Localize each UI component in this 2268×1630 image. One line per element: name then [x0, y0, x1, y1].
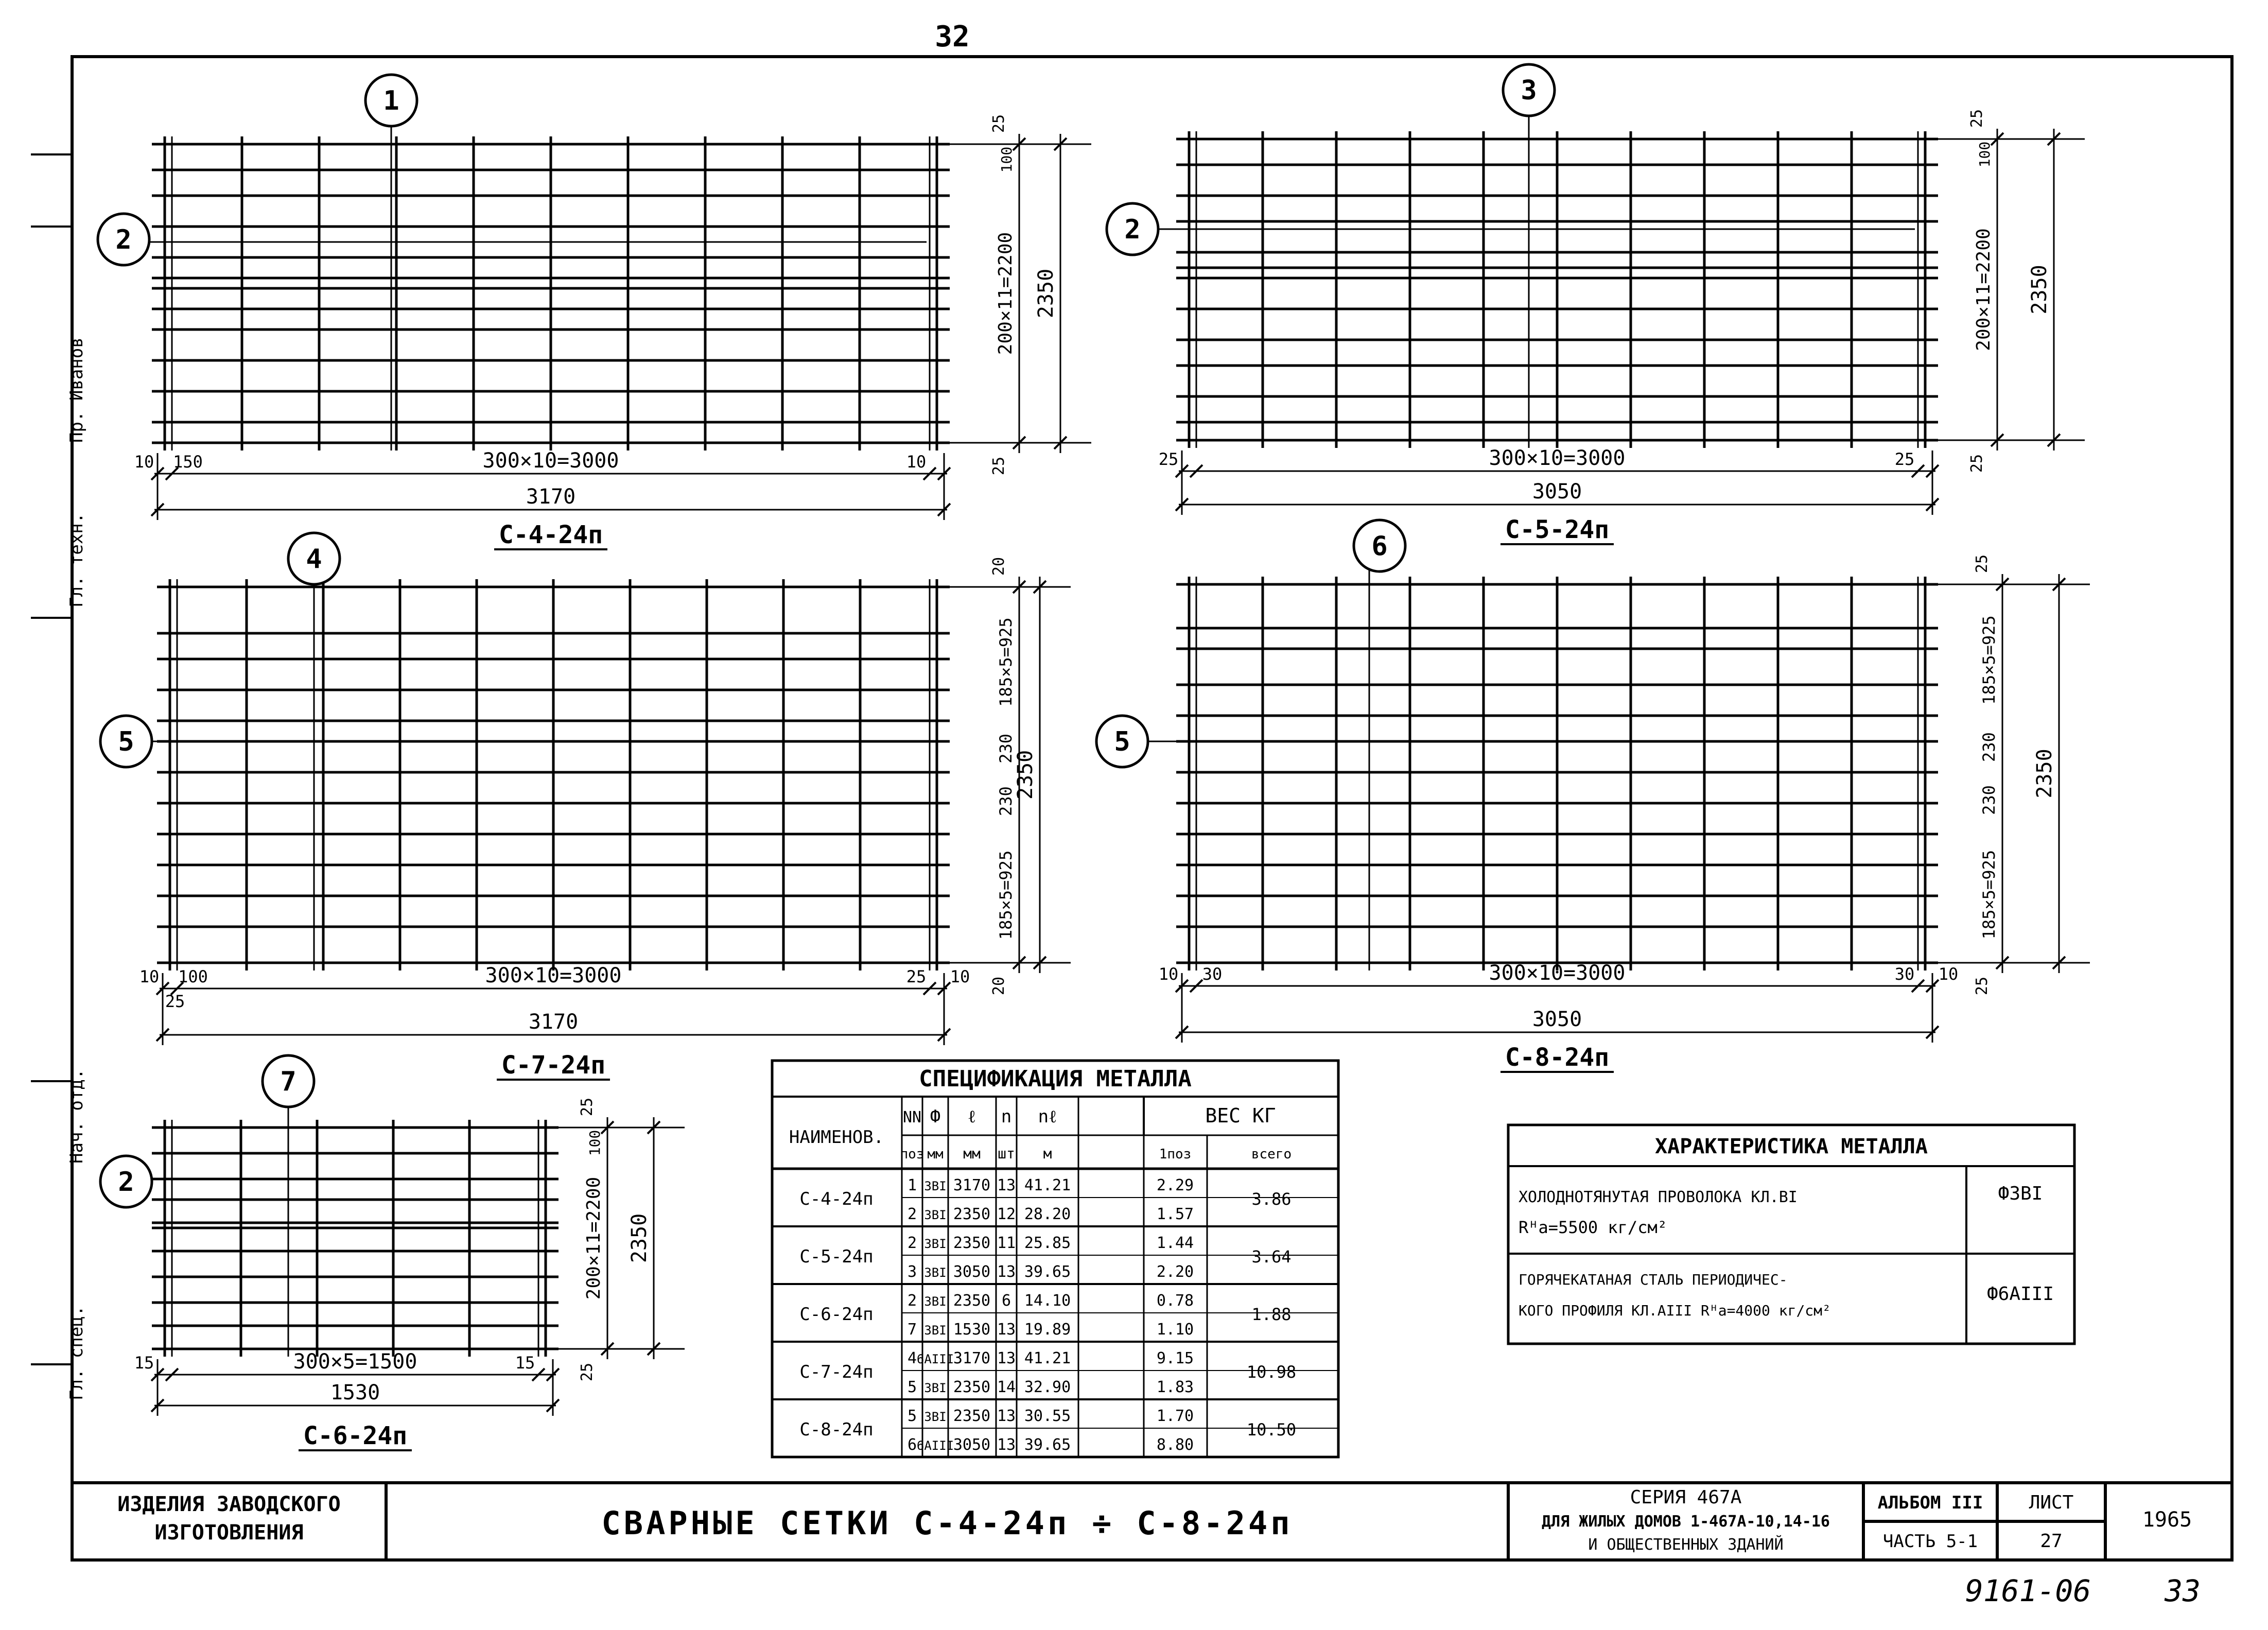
spec-title: СПЕЦИФИКАЦИЯ МЕТАЛЛА [919, 1066, 1192, 1092]
spec-cell-pos: 2 [907, 1292, 917, 1310]
char-row2-mark: Ф6АIII [1986, 1284, 2054, 1305]
spec-cell-l: 2350 [953, 1407, 991, 1425]
spec-cell-total: 3.64 [1251, 1247, 1292, 1267]
char-title: ХАРАКТЕРИСТИКА МЕТАЛЛА [1655, 1135, 1928, 1158]
right-edge-dim: 25 [906, 967, 927, 986]
right-edge-dim: 25 [1894, 449, 1915, 469]
right-extra-dim: 10 [950, 967, 970, 986]
spec-cell-total: 10.98 [1246, 1362, 1297, 1382]
height-mid-a: 230 [1979, 732, 1999, 762]
page-number-bottom: 33 [2165, 1573, 2201, 1608]
right-edge-dim: 15 [515, 1353, 535, 1373]
spec-cell-phi: 3ВI [924, 1265, 947, 1280]
left-edge-dim: 10 [134, 452, 154, 472]
spec-cell-w: 8.80 [1156, 1436, 1194, 1454]
spec-cell-n: 12 [997, 1205, 1016, 1223]
spec-cell-n: 6 [1001, 1292, 1011, 1310]
width-detail: 300×10=3000 [482, 449, 619, 473]
spec-cell-w: 9.15 [1156, 1349, 1194, 1367]
mesh-С-7-24п [100, 533, 1071, 1080]
spec-cell-n: 13 [997, 1436, 1016, 1454]
char-row1-a: ХОЛОДНОТЯНУТАЯ ПРОВОЛОКА КЛ.ВI [1519, 1188, 1798, 1206]
left-offset-dim: 100 [178, 967, 208, 986]
spec-cell-l: 2350 [953, 1234, 991, 1252]
spec-cell-phi: 3ВI [924, 1294, 947, 1309]
top-edge-dim: 20 [990, 557, 1008, 576]
spec-cell-name: С-4-24п [799, 1189, 874, 1209]
tb-title: СВАРНЫЕ СЕТКИ С-4-24п ÷ С-8-24п [601, 1504, 1293, 1542]
spec-cell-phi: 6АIII [916, 1438, 954, 1453]
metal-characteristics-table [1508, 1125, 2074, 1344]
top-edge-dim: 25 [1973, 554, 1991, 574]
left-offset-dim: 30 [1202, 964, 1223, 984]
mesh-name: С-5-24п [1505, 515, 1610, 544]
spec-head-nn2: поз [900, 1147, 924, 1162]
height-mid-b: 230 [996, 786, 1016, 816]
right-edge-dim: 10 [906, 452, 927, 472]
mesh-name: С-7-24п [501, 1051, 606, 1080]
width-total: 3050 [1532, 480, 1582, 504]
spec-head-wall: всего [1251, 1147, 1292, 1162]
spec-head-n2: шт [998, 1145, 1015, 1162]
spec-cell-l: 2350 [953, 1292, 991, 1310]
tb-series-3: И ОБЩЕСТВЕННЫХ ЗДАНИЙ [1588, 1536, 1784, 1554]
width-total: 3050 [1532, 1008, 1582, 1031]
spec-cell-pos: 3 [907, 1263, 917, 1281]
width-total: 1530 [330, 1381, 380, 1404]
spec-cell-l: 2350 [953, 1205, 991, 1223]
spec-cell-pos: 1 [907, 1176, 917, 1194]
spec-cell-name: С-8-24п [799, 1419, 874, 1440]
height-bottom: 185×5=925 [1979, 850, 1999, 940]
spec-cell-w: 2.29 [1156, 1176, 1194, 1194]
spec-cell-l: 3050 [953, 1436, 991, 1454]
top-dim: 100 [998, 146, 1015, 173]
spec-cell-w: 1.10 [1156, 1321, 1194, 1339]
spec-cell-nl: 30.55 [1024, 1407, 1071, 1425]
spec-cell-total: 10.50 [1246, 1420, 1297, 1440]
width-detail: 300×5=1500 [293, 1350, 417, 1374]
side-stamp-3: Нач. отд. [66, 1068, 87, 1164]
height-detail: 200×11=2200 [1973, 228, 1994, 351]
mesh-С-4-24п [98, 75, 1091, 549]
width-total: 3170 [526, 485, 576, 509]
char-row2-b: КОГО ПРОФИЛЯ КЛ.АIII Rᴴа=4000 кг/см² [1519, 1302, 1831, 1319]
spec-cell-w: 0.78 [1156, 1292, 1194, 1310]
spec-cell-n: 13 [997, 1407, 1016, 1425]
spec-cell-pos: 2 [907, 1205, 917, 1223]
mesh-С-6-24п [100, 1055, 685, 1450]
spec-cell-w: 2.20 [1156, 1263, 1194, 1281]
spec-cell-l: 3170 [953, 1349, 991, 1367]
spec-cell-n: 13 [997, 1321, 1016, 1339]
spec-cell-phi: 6АIII [916, 1352, 954, 1366]
top-dim: 100 [1976, 141, 1993, 168]
spec-cell-nl: 19.89 [1024, 1321, 1071, 1339]
doc-code: 9161-06 [1965, 1573, 2091, 1608]
bottom-edge-dim: 25 [578, 1362, 596, 1382]
tb-sheet-label: ЛИСТ [2029, 1492, 2074, 1513]
marker-horizontal: 2 [1124, 214, 1141, 245]
spec-cell-phi: 3ВI [924, 1410, 947, 1424]
height-top: 185×5=925 [1979, 615, 1999, 705]
left-edge-dim: 10 [1158, 964, 1179, 984]
spec-cell-phi: 3ВI [924, 1323, 947, 1338]
marker-vertical: 4 [306, 544, 322, 575]
spec-cell-pos: 5 [907, 1407, 917, 1425]
bottom-edge-dim: 20 [990, 976, 1008, 996]
spec-cell-pos: 2 [907, 1234, 917, 1252]
top-edge-dim: 25 [990, 114, 1008, 133]
title-block [72, 1483, 2232, 1560]
spec-cell-pos: 6 [907, 1436, 917, 1454]
spec-cell-l: 3170 [953, 1176, 991, 1194]
right-edge-dim: 30 [1894, 964, 1915, 984]
mesh-С-5-24п [1107, 64, 2085, 544]
bottom-edge-dim: 25 [990, 456, 1008, 476]
bottom-edge-dim: 25 [1973, 976, 1991, 996]
tb-series-1: СЕРИЯ 467А [1630, 1487, 1742, 1508]
height-total: 2350 [2033, 749, 2056, 799]
top-dim: 100 [586, 1130, 603, 1156]
spec-cell-w: 1.57 [1156, 1205, 1194, 1223]
spec-cell-n: 13 [997, 1176, 1016, 1194]
left-offset-dim: 150 [173, 452, 203, 472]
bottom-edge-dim: 25 [1968, 454, 1986, 473]
spec-cell-nl: 14.10 [1024, 1292, 1071, 1310]
marker-vertical: 3 [1521, 75, 1537, 106]
tb-year: 1965 [2142, 1508, 2192, 1532]
char-row2-a: ГОРЯЧЕКАТАНАЯ СТАЛЬ ПЕРИОДИЧЕС- [1519, 1271, 1788, 1288]
height-total: 2350 [1014, 750, 1037, 800]
spec-head-wpos: 1поз [1159, 1147, 1192, 1162]
spec-cell-phi: 3ВI [924, 1381, 947, 1395]
spec-cell-phi: 3ВI [924, 1237, 947, 1251]
left-extra-dim: 25 [165, 992, 185, 1011]
spec-head-nn: NN [902, 1108, 922, 1126]
spec-cell-l: 3050 [953, 1263, 991, 1281]
width-detail: 300×10=3000 [1489, 446, 1626, 470]
height-detail: 200×11=2200 [995, 232, 1016, 355]
spec-cell-name: С-5-24п [799, 1246, 874, 1267]
spec-head-phi: Ф [930, 1106, 941, 1127]
mesh-С-8-24п [1096, 520, 2090, 1072]
spec-cell-nl: 41.21 [1024, 1176, 1071, 1194]
spec-head-name: НАИМЕНОВ. [789, 1127, 884, 1148]
marker-vertical: 1 [383, 85, 399, 116]
spec-cell-nl: 41.21 [1024, 1349, 1071, 1367]
spec-head-weight: ВЕС КГ [1205, 1104, 1276, 1127]
width-detail: 300×10=3000 [1489, 961, 1626, 985]
spec-cell-n: 13 [997, 1263, 1016, 1281]
spec-head-nl2: м [1043, 1145, 1052, 1162]
marker-horizontal: 2 [115, 224, 132, 255]
right-extra-dim: 10 [1938, 964, 1959, 984]
tb-left-2: ИЗГОТОВЛЕНИЯ [154, 1521, 304, 1545]
side-stamp-2: Гл. техн. [66, 512, 87, 608]
spec-cell-l: 2350 [953, 1378, 991, 1396]
spec-cell-pos: 7 [907, 1321, 917, 1339]
spec-head-l2: мм [963, 1145, 981, 1162]
spec-cell-nl: 39.65 [1024, 1263, 1071, 1281]
left-edge-dim: 15 [134, 1353, 154, 1373]
page-number: 32 [935, 20, 970, 54]
tb-album: АЛЬБОМ III [1877, 1493, 1983, 1513]
spec-cell-nl: 32.90 [1024, 1378, 1071, 1396]
mesh-name: С-4-24п [498, 521, 603, 549]
mesh-name: С-6-24п [303, 1421, 408, 1450]
tb-left-1: ИЗДЕЛИЯ ЗАВОДСКОГО [117, 1493, 341, 1516]
side-stamp-4: Гл. спец. [66, 1305, 87, 1400]
spec-cell-l: 1530 [953, 1321, 991, 1339]
char-row1-mark: Ф3ВI [1998, 1183, 2043, 1204]
top-edge-dim: 25 [578, 1097, 596, 1117]
spec-cell-n: 14 [997, 1378, 1016, 1396]
mesh-name: С-8-24п [1505, 1043, 1610, 1072]
height-total: 2350 [1034, 268, 1058, 319]
height-top: 185×5=925 [996, 617, 1016, 707]
spec-head-nl: nℓ [1038, 1106, 1057, 1127]
spec-head-l: ℓ [967, 1106, 976, 1127]
spec-cell-pos: 4 [907, 1349, 917, 1367]
spec-cell-nl: 28.20 [1024, 1205, 1071, 1223]
height-mid-b: 230 [1979, 785, 1999, 815]
tb-sheet-no: 27 [2040, 1531, 2063, 1552]
char-row1-b: Rᴴа=5500 кг/см² [1519, 1218, 1667, 1237]
marker-horizontal: 5 [118, 726, 134, 757]
spec-cell-n: 13 [997, 1349, 1016, 1367]
tb-part: ЧАСТЬ 5-1 [1882, 1531, 1978, 1552]
width-detail: 300×10=3000 [485, 964, 622, 987]
height-mid-a: 230 [996, 734, 1016, 764]
side-stamp-1: Пр. Иванов [66, 337, 87, 443]
left-edge-dim: 25 [1158, 449, 1179, 469]
spec-cell-phi: 3ВI [924, 1208, 947, 1222]
spec-cell-n: 11 [997, 1234, 1016, 1252]
spec-cell-w: 1.70 [1156, 1407, 1194, 1425]
tb-series-2: ДЛЯ ЖИЛЫХ ДОМОВ 1-467А-10,14-16 [1542, 1513, 1830, 1531]
spec-head-phi2: мм [927, 1147, 944, 1162]
width-total: 3170 [528, 1010, 579, 1034]
spec-cell-nl: 39.65 [1024, 1436, 1071, 1454]
spec-cell-total: 1.88 [1251, 1305, 1292, 1324]
spec-table [772, 1061, 1338, 1457]
height-detail: 200×11=2200 [583, 1176, 604, 1300]
spec-cell-name: С-6-24п [799, 1304, 874, 1325]
marker-vertical: 7 [280, 1066, 296, 1097]
spec-cell-pos: 5 [907, 1378, 917, 1396]
marker-vertical: 6 [1371, 531, 1388, 562]
spec-cell-total: 3.86 [1251, 1189, 1292, 1209]
spec-cell-phi: 3ВI [924, 1179, 947, 1193]
marker-horizontal: 5 [1114, 726, 1130, 757]
left-edge-dim: 10 [139, 967, 160, 986]
spec-cell-w: 1.44 [1156, 1234, 1194, 1252]
spec-cell-w: 1.83 [1156, 1378, 1194, 1396]
height-bottom: 185×5=925 [996, 850, 1016, 940]
height-total: 2350 [2028, 265, 2051, 315]
spec-head-n: n [1001, 1106, 1012, 1127]
spec-cell-nl: 25.85 [1024, 1234, 1071, 1252]
marker-horizontal: 2 [118, 1167, 134, 1198]
spec-cell-name: С-7-24п [799, 1362, 874, 1382]
height-total: 2350 [627, 1213, 651, 1263]
top-edge-dim: 25 [1968, 109, 1986, 128]
